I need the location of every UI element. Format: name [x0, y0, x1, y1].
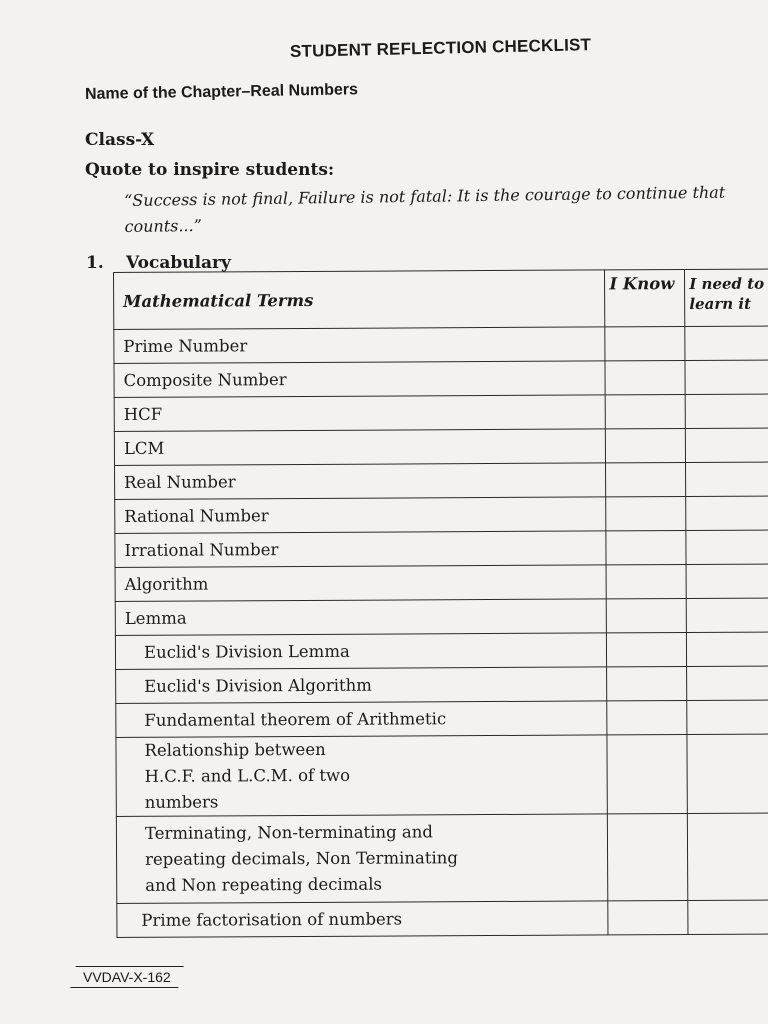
table-row [116, 813, 768, 903]
quote-heading: Quote to inspire students: [85, 160, 335, 180]
term-cell: Relationship between H.C.F. and L.C.M. of two numbers [116, 735, 608, 817]
term-cell: LCM [114, 429, 606, 466]
term-cell: Real Number [115, 463, 607, 500]
i-know-checkbox[interactable] [606, 429, 686, 463]
table-row [115, 632, 768, 669]
i-know-checkbox[interactable] [605, 327, 685, 361]
table-row [117, 900, 768, 937]
i-know-checkbox[interactable] [606, 463, 686, 497]
term-cell: HCF [114, 395, 606, 432]
section-number: 1. [86, 253, 104, 273]
table-row [115, 598, 768, 635]
table-row [114, 326, 768, 363]
need-to-learn-checkbox[interactable] [687, 666, 768, 700]
table-header-row [114, 269, 768, 329]
i-know-checkbox[interactable] [607, 633, 687, 667]
need-to-learn-checkbox[interactable] [685, 394, 768, 428]
i-know-checkbox[interactable] [606, 497, 686, 531]
need-to-learn-checkbox[interactable] [687, 632, 768, 666]
page-code-text: VVDAV-X-162 [83, 969, 171, 985]
i-know-checkbox[interactable] [607, 701, 687, 735]
term-cell: Euclid's Division Algorithm [116, 667, 608, 704]
table-row [115, 530, 768, 567]
need-to-learn-checkbox[interactable] [686, 564, 768, 598]
i-know-checkbox[interactable] [608, 813, 688, 900]
term-cell: Algorithm [115, 565, 607, 602]
need-to-learn-checkbox[interactable] [688, 813, 768, 900]
need-to-learn-checkbox[interactable] [686, 530, 768, 564]
quote-text [124, 179, 765, 240]
class-label: Class-X [85, 130, 155, 150]
i-know-checkbox[interactable] [605, 361, 685, 395]
section-heading [86, 253, 231, 273]
i-know-checkbox[interactable] [606, 395, 686, 429]
need-to-learn-checkbox[interactable] [686, 462, 768, 496]
term-cell: Prime factorisation of numbers [117, 901, 609, 938]
i-know-checkbox[interactable] [607, 667, 687, 701]
term-cell: Prime Number [114, 327, 606, 364]
i-know-checkbox[interactable] [606, 565, 686, 599]
i-know-checkbox[interactable] [607, 735, 687, 814]
vocabulary-table [113, 269, 768, 938]
header-i-know: I Know [605, 270, 685, 327]
term-cell: Irrational Number [115, 531, 607, 568]
chapter-name: Name of the Chapter–Real Numbers [84, 81, 359, 103]
term-cell: Composite Number [114, 361, 606, 398]
header-mathematical-terms: Mathematical Terms [114, 270, 606, 330]
header-need-to-learn: I need to learn it [685, 269, 768, 326]
need-to-learn-checkbox[interactable] [688, 900, 768, 934]
table-row [114, 428, 768, 465]
term-cell: Lemma [115, 599, 607, 636]
table-row [116, 700, 768, 737]
table-row [115, 564, 768, 601]
page-code [70, 966, 183, 988]
i-know-checkbox[interactable] [608, 900, 688, 934]
quote-line-2: counts...” [124, 215, 202, 236]
quote-line-1: “Success is not final, Failure is not fatal: It is the courage to continue that [124, 182, 726, 210]
need-to-learn-checkbox[interactable] [687, 734, 768, 813]
term-cell: Terminating, Non-terminating and repeating decimals, Non Terminating and Non repeating decimals [116, 814, 608, 904]
table-row [115, 462, 768, 499]
need-to-learn-checkbox[interactable] [686, 428, 768, 462]
table-row [114, 360, 768, 397]
need-to-learn-checkbox[interactable] [685, 360, 768, 394]
need-to-learn-checkbox[interactable] [686, 496, 768, 530]
i-know-checkbox[interactable] [606, 531, 686, 565]
i-know-checkbox[interactable] [607, 599, 687, 633]
table-row [116, 666, 768, 703]
table-row [114, 394, 768, 431]
page-title: STUDENT REFLECTION CHECKLIST [289, 35, 592, 61]
need-to-learn-checkbox[interactable] [687, 700, 768, 734]
table-row [115, 496, 768, 533]
term-cell: Fundamental theorem of Arithmetic [116, 701, 608, 738]
table-row [116, 734, 768, 816]
term-cell: Rational Number [115, 497, 607, 534]
term-cell: Euclid's Division Lemma [115, 633, 607, 670]
section-title: Vocabulary [126, 253, 231, 273]
need-to-learn-checkbox[interactable] [686, 598, 768, 632]
need-to-learn-checkbox[interactable] [685, 326, 768, 360]
